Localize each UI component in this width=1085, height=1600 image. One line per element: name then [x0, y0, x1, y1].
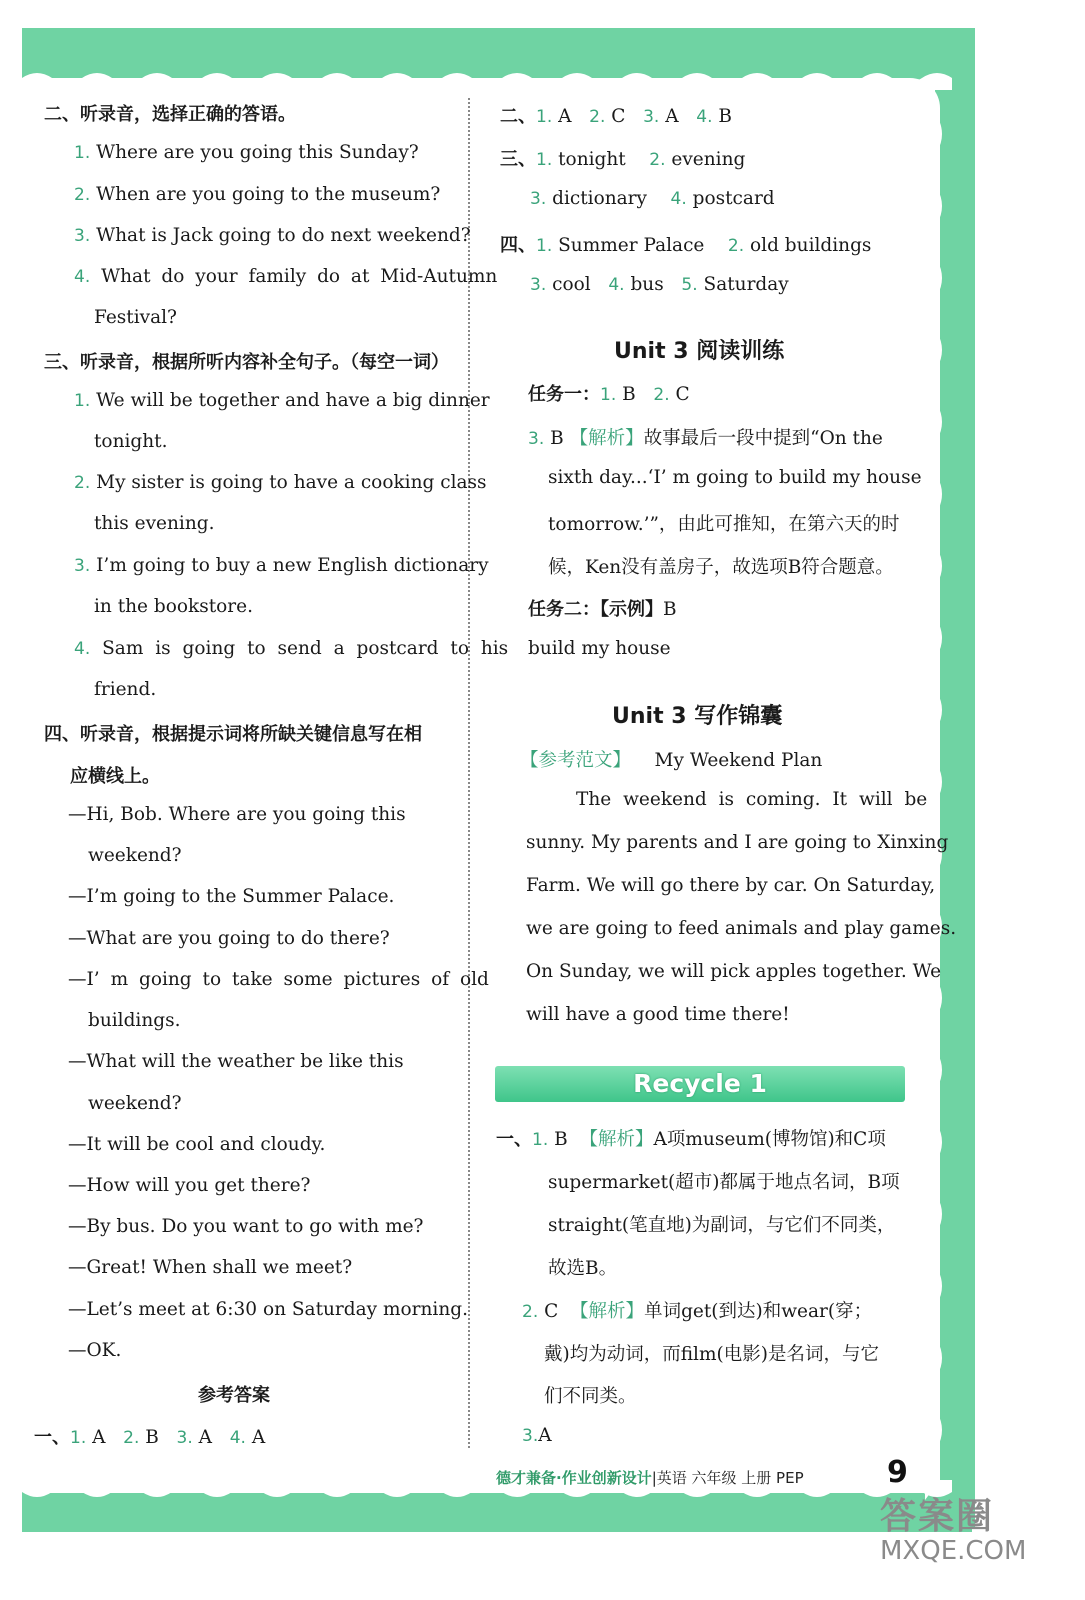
explanation-line: straight(笔直地)为副词，与它们不同类，: [548, 1215, 896, 1236]
section-2-title: 二、听录音，选择正确的答语。: [44, 104, 296, 125]
task1-answers: 任务一：1. B 2. C: [528, 384, 690, 405]
essay-title-line: 【参考范文】 My Weekend Plan: [520, 750, 823, 771]
dialogue-line: weekend?: [88, 845, 182, 866]
section-4-title: 四、听录音，根据提示词将所缺关键信息写在相: [44, 724, 422, 745]
explanation-line: sixth day...‘I’ m going to build my house: [548, 467, 922, 488]
list-item-continuation: in the bookstore.: [94, 596, 253, 617]
recycle-q3: 3.A: [522, 1425, 552, 1446]
answers-line-2: 二、1. A 2. C 3. A 4. B: [500, 106, 732, 127]
recycle-title: Recycle 1: [633, 1069, 767, 1098]
list-item-continuation: Festival?: [94, 307, 177, 328]
dialogue-line: —What will the weather be like this: [68, 1051, 404, 1072]
explanation-line: 故选B。: [548, 1258, 618, 1279]
task2-example: build my house: [528, 638, 671, 659]
unit3-reading-heading: Unit 3 阅读训练: [614, 339, 785, 364]
dialogue-line: weekend?: [88, 1093, 182, 1114]
explanation-line: 们不同类。: [544, 1386, 637, 1407]
list-item-continuation: tonight.: [94, 431, 168, 452]
dialogue-line: —Let’s meet at 6:30 on Saturday morning.: [68, 1299, 468, 1320]
list-item-continuation: this evening.: [94, 513, 215, 534]
watermark-url: MXQE.COM: [880, 1536, 1027, 1566]
answers-line-3a: 三、1. tonight 2. evening: [500, 149, 746, 170]
wave-top-decoration: [22, 66, 952, 90]
list-item: 4. Sam is going to send a postcard to his: [74, 638, 509, 659]
wave-bottom-decoration: [22, 1480, 952, 1504]
wave-right-decoration: [925, 80, 949, 1500]
column-divider: [468, 98, 470, 1448]
page-content-area: [30, 78, 940, 1493]
footer-brand: 德才兼备·作业创新设计: [496, 1469, 652, 1487]
recycle-q1: 一、1. B 【解析】A项museum(博物馆)和C项: [496, 1129, 886, 1150]
footer: [496, 1467, 804, 1488]
watermark-logo-text: 答案圈: [880, 1496, 995, 1537]
section-4-title-continuation: 应横线上。: [70, 766, 160, 787]
essay-line: we are going to feed animals and play games.: [526, 918, 957, 939]
page-number: 9: [887, 1455, 908, 1490]
list-item-continuation: friend.: [94, 679, 157, 700]
sample-essay-tag: 【参考范文】: [520, 750, 632, 771]
analysis-tag: 【解析】: [569, 428, 644, 449]
answers-heading: 参考答案: [198, 1385, 270, 1406]
footer-subject: |英语 六年级 上册 PEP: [651, 1469, 804, 1487]
list-item: 4. What do your family do at Mid-Autumn: [74, 266, 498, 287]
dialogue-line: —I’ m going to take some pictures of old: [68, 969, 489, 990]
dialogue-line: —What are you going to do there?: [68, 928, 390, 949]
list-item: 3. What is Jack going to do next weekend?: [74, 225, 471, 246]
dialogue-line: —How will you get there?: [68, 1175, 311, 1196]
dialogue-line: —It will be cool and cloudy.: [68, 1134, 326, 1155]
answers-line-4a: 四、1. Summer Palace 2. old buildings: [500, 235, 872, 256]
unit3-writing-heading: Unit 3 写作锦囊: [612, 704, 783, 729]
task2-answer: 任务二：【示例】B: [528, 599, 677, 620]
explanation-line: 戴)均为动词，而film(电影)是名词，与它: [544, 1344, 879, 1365]
analysis-tag: 【解析】: [570, 1301, 645, 1322]
answers-line-1: 一、1. A 2. B 3. A 4. A: [34, 1427, 266, 1448]
essay-line: will have a good time there!: [526, 1004, 790, 1025]
essay-line: Farm. We will go there by car. On Saturday,: [526, 875, 936, 896]
recycle-q2: 2. C 【解析】单词get(到达)和wear(穿；: [522, 1301, 873, 1322]
essay-line: On Sunday, we will pick apples together. We: [526, 961, 942, 982]
answers-line-4b: 3. cool 4. bus 5. Saturday: [530, 274, 789, 295]
analysis-tag: 【解析】: [579, 1129, 654, 1150]
section-3-title: 三、听录音，根据所听内容补全句子。（每空一词）: [44, 352, 449, 373]
essay-line: sunny. My parents and I are going to Xinxing: [526, 832, 949, 853]
list-item: 3. I’m going to buy a new English dictionary: [74, 555, 489, 576]
dialogue-line: —By bus. Do you want to go with me?: [68, 1216, 424, 1237]
answers-line-3b: 3. dictionary 4. postcard: [530, 188, 775, 209]
explanation-line: supermarket(超市)都属于地点名词，B项: [548, 1172, 900, 1193]
explanation-line: 候，Ken没有盖房子，故选项B符合题意。: [548, 557, 894, 578]
dialogue-line: buildings.: [88, 1010, 181, 1031]
dialogue-line: —OK.: [68, 1340, 122, 1361]
watermark: [880, 1488, 1027, 1566]
explanation-line: tomorrow.’”，由此可推知，在第六天的时: [548, 514, 900, 535]
dialogue-line: —Great! When shall we meet?: [68, 1257, 353, 1278]
task1-q3: 3. B 【解析】故事最后一段中提到“On the: [528, 428, 883, 449]
dialogue-line: —Hi, Bob. Where are you going this: [68, 804, 406, 825]
recycle-banner: [495, 1066, 905, 1102]
list-item: 2. My sister is going to have a cooking class: [74, 472, 487, 493]
list-item: 1. We will be together and have a big dinner: [74, 390, 490, 411]
essay-line: The weekend is coming. It will be: [576, 789, 928, 810]
list-item: 2. When are you going to the museum?: [74, 184, 441, 205]
list-item: 1. Where are you going this Sunday?: [74, 142, 419, 163]
dialogue-line: —I’m going to the Summer Palace.: [68, 886, 395, 907]
